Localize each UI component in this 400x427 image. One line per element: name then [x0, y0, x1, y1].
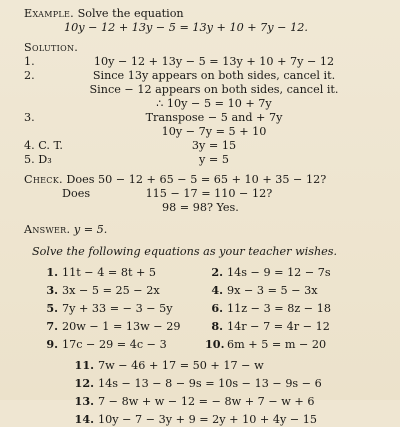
problem-item: [40, 337, 195, 352]
solution-step-number: [24, 83, 76, 97]
solution-step-text: 10y − 7y = 5 + 10: [161, 125, 267, 138]
problem-equation: 14s − 13 − 8 − 9s = 10s − 13 − 9s − 6: [98, 377, 322, 390]
solution-step: [24, 69, 382, 83]
problem-number: 8.: [211, 319, 223, 333]
solution-step: [24, 55, 382, 69]
problem-item: [72, 376, 382, 391]
solution-step-text: 3y = 15: [191, 139, 237, 152]
check-label: Check.: [24, 173, 63, 186]
solution-step: [24, 111, 382, 125]
problem-equation: 14s − 9 = 12 − 7s: [227, 266, 331, 279]
problem-number: 11.: [74, 358, 94, 372]
problem-equation: 6m + 5 = m − 20: [227, 338, 327, 351]
check-text-2: 115 − 17 = 110 − 12?: [145, 187, 273, 200]
solution-step-number: [24, 97, 76, 111]
answer-line: [24, 223, 382, 237]
check-text-3: 98 = 98? Yes.: [162, 201, 239, 214]
problem-number: 13.: [74, 394, 94, 408]
problem-equation: 7 − 8w + w − 12 = − 8w + 7 − w + 6: [98, 395, 315, 408]
problem-number: 9.: [46, 337, 58, 351]
solution-step: [24, 83, 382, 97]
solution-steps: [24, 55, 382, 167]
example-equation: 10y − 12 + 13y − 5 = 13y + 10 + 7y − 12.: [64, 21, 308, 34]
solution-step-number: [24, 125, 76, 139]
solution-step: [24, 97, 382, 111]
problem-item: [40, 265, 195, 280]
check-line-2: [24, 187, 382, 201]
check-lead-2: Does: [62, 187, 91, 200]
problem-number: 3.: [46, 283, 58, 297]
example-label: Example.: [24, 7, 75, 20]
check-line-1: [24, 173, 382, 187]
problem-item: [205, 283, 360, 298]
solution-step-text: Since 13y appears on both sides, cancel it.: [92, 69, 336, 82]
solution-step: [24, 153, 382, 167]
problem-equation: 9x − 3 = 5 − 3x: [227, 284, 318, 297]
solution-step: [24, 125, 382, 139]
problem-number: 6.: [211, 301, 223, 315]
solution-step-text: ∴ 10y − 5 = 10 + 7y: [156, 97, 272, 110]
problem-item: [205, 319, 360, 334]
problem-equation: 20w − 1 = 13w − 29: [62, 320, 181, 333]
problem-item: [205, 265, 360, 280]
example-heading: [24, 7, 382, 21]
problem-item: [72, 394, 382, 409]
solution-step-number: 4. C. T.: [24, 139, 63, 152]
problem-equation: 7w − 46 + 17 = 50 + 17 − w: [98, 359, 264, 372]
solution-step-text: Transpose − 5 and + 7y: [145, 111, 283, 124]
problem-item: [205, 301, 360, 316]
problems-grid: [40, 265, 382, 352]
problem-number: 7.: [46, 319, 58, 333]
problem-number: 1.: [46, 265, 58, 279]
example-text: Solve the equation: [77, 7, 184, 20]
solution-step: [24, 139, 382, 153]
solution-step-number: 3.: [24, 111, 35, 124]
solution-step-number: 2.: [24, 69, 35, 82]
solution-step-number: 1.: [24, 55, 35, 68]
problem-equation: 7y + 33 = − 3 − 5y: [62, 302, 173, 315]
solution-step-text: Since − 12 appears on both sides, cancel it.: [89, 83, 339, 96]
solution-step-text: y = 5: [199, 153, 229, 166]
solution-step-number: 5. D₃: [24, 153, 52, 166]
problem-number: 4.: [211, 283, 223, 297]
answer-label: Answer.: [24, 223, 71, 236]
problem-equation: 11z − 3 = 8z − 18: [227, 302, 331, 315]
problem-item: [72, 412, 382, 427]
instructions: Solve the following equations as your teacher wishes.: [32, 245, 338, 258]
problem-number: 12.: [74, 376, 94, 390]
problem-equation: 3x − 5 = 25 − 2x: [62, 284, 160, 297]
problem-equation: 11t − 4 = 8t + 5: [62, 266, 157, 279]
problems-wide-list: [72, 358, 382, 427]
problem-equation: 17c − 29 = 4c − 3: [62, 338, 167, 351]
problem-number: 5.: [46, 301, 58, 315]
problem-item: [72, 358, 382, 373]
problem-item: [205, 337, 360, 352]
solution-step-text: 10y − 12 + 13y − 5 = 13y + 10 + 7y − 12: [93, 55, 335, 68]
problem-item: [40, 319, 195, 334]
problem-equation: 14r − 7 = 4r − 12: [227, 320, 330, 333]
problem-equation: 10y − 7 − 3y + 9 = 2y + 10 + 4y − 15: [98, 413, 317, 426]
problem-number: 14.: [74, 412, 94, 426]
problem-item: [40, 283, 195, 298]
problem-number: 2.: [211, 265, 223, 279]
problem-number: 10.: [205, 337, 225, 351]
problem-item: [40, 301, 195, 316]
check-text-1: Does 50 − 12 + 65 − 5 = 65 + 10 + 35 − 12?: [66, 173, 327, 186]
solution-label: Solution.: [24, 41, 79, 54]
answer-text: y = 5.: [73, 223, 108, 236]
